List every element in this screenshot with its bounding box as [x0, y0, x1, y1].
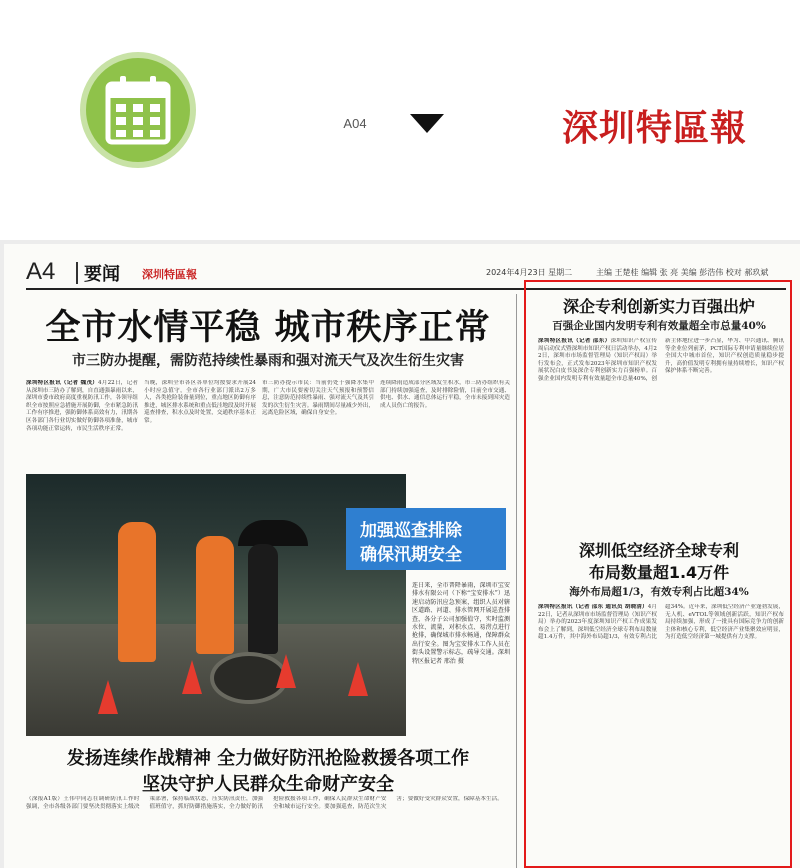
lead-column-1	[26, 380, 138, 466]
banner-line-1: 加强巡查排除	[360, 521, 462, 541]
calendar-icon	[104, 74, 172, 146]
photo-cone	[276, 654, 296, 688]
column-divider	[516, 294, 517, 868]
photo-worker	[196, 536, 234, 654]
second-subhead: 坚决守护人民群众生命财产安全	[142, 774, 394, 795]
right-story-2-headline-1[interactable]: 深圳低空经济全球专利	[578, 541, 739, 560]
photo-cone	[98, 680, 118, 714]
right-story-1-byline: 深圳特区报讯（记者 邵东）	[538, 338, 611, 344]
page-code: A4	[26, 258, 56, 285]
right-story-1-headline[interactable]: 深企专利创新实力百强出炉	[562, 297, 755, 316]
photo-person	[248, 544, 278, 654]
calendar-button[interactable]	[80, 52, 196, 168]
header-logo: 深圳特區報	[142, 268, 197, 281]
photo-banner	[346, 508, 506, 570]
right-story-2-subhead: 海外布局超1/3，有效专利占比超34%	[569, 586, 749, 598]
right-story-2-headline-2[interactable]: 布局数量超1.4万件	[588, 563, 730, 582]
right-story-2-body	[538, 604, 784, 862]
second-headline[interactable]: 发扬连续作战精神 全力做好防汛抢险救援各项工作	[66, 748, 470, 769]
lead-subhead: 市三防办提醒，需防范持续性暴雨和强对流天气及次生衍生灾害	[72, 353, 464, 369]
right-story-1-text: 深圳知识产权宣传周启动仪式暨深圳市知识产权日活动举办，4月22日，深圳市市场监督管理局（知识产权局）举行发布会，正式发布2023年深圳市知识产权发展状况白皮书及深企专利创新实力百强榜单。百强企业国内发明专利有效量超全市总量40%，创新主体地位进一步凸显，华为、中兴通讯、腾讯等企业位列前茅，PCT国际专利申请量继续位居全国大中城市首位，知识产权创造质量稳步提升，高价值发明专利拥有量持续增长，知识产权保护体系不断完善。	[538, 338, 784, 382]
header-divider	[76, 262, 78, 284]
photo-umbrella	[238, 520, 308, 546]
lead-col1-text: 4月22日，记者从深圳市三防办了解到，自直通强暴雨以来，深圳市委市政府高度重视防汛工作，各领导组织全市按照应急措施开展防御，全市紧急防汛工作有序推进，强防御体系高效有力，汛期各区各部门各行业切实做好防御各项准备，城市各项功能正常运转，市民生活秩序正常。	[26, 380, 138, 432]
right-story-2-byline: 深圳特区报讯（记者 邵东 通讯员 胡晓清）	[538, 604, 648, 610]
staff-credits: 主编 王楚桂 编辑 张 亮 美编 彭浩伟 校对 郝玖斌	[596, 268, 769, 277]
photo-cone	[348, 662, 368, 696]
photo-caption: 连日来，全市普降暴雨，深圳市宝安排水有限公司（下称“宝安排水”）迅速启动防汛应急预案，组织人员对辖区道路、河道、排水管网开展巡查排查，各分子公司加强值守，实时监测水位、流量，对积水点、易涝点进行抢排，确保城市排水畅通，保障群众出行安全。图为宝安排水工作人员在街头设置警示标志，疏导交通。深圳特区报记者 邢治 摄	[412, 582, 510, 665]
lead-column-3: 市三防办提示市民：当前仍处于强降水集中期，广大市民要密切关注天气预报和预警信息，注意防范持续性暴雨、强对流天气及其引发的次生衍生灾害。暴雨期间尽量减少外出，远离危险区域，确保自身安全。	[262, 380, 374, 417]
banner-line-2: 确保汛期安全	[360, 545, 462, 565]
right-story-1-subhead: 百强企业国内发明专利有效量超全市总量40%	[552, 320, 766, 332]
second-story-body: （深报A1版）王伟中同志在调研防汛工作时强调，全市各级各部门要坚决贯彻落实上级决策部署，保持临战状态，压实防汛责任，加强值班值守，抓好防御措施落实，全力做好防汛抢险救援各项工作，确保人民群众生命财产安全和城市运行安全。要加强巡查，防范次生灾害；要做好受灾群众安置，保障基本生活。	[26, 796, 503, 810]
photo-worker	[118, 522, 156, 662]
right-story-2-text: 4月22日，记者从深圳市市场监督管理局（知识产权局）举办的2023年度深圳知识产权工作成果发布会上了解到，深圳低空经济全球专利布局数量超1.4万件，其中海外布局超1/3，有效专利占比超34%。近年来，深圳低空经济产业蓬勃发展，无人机、eVTOL等领域创新活跃，知识产权布局持续加强，形成了一批具有国际竞争力的创新主体和核心专利，低空经济产业集聚效应明显，为打造低空经济第一城提供有力支撑。	[538, 604, 784, 641]
lead-column-4: 连续降雨造成部分区域发生积水，市三防办组织有关部门持续加强巡查，及时排除险情，目前全市交通、供电、供水、通信总体运行平稳，全市未接到因灾造成人员伤亡的报告。	[380, 380, 510, 409]
photo-cone	[182, 660, 202, 694]
publication-date: 2024年4月23日 星期二	[486, 268, 573, 277]
chevron-down-icon[interactable]	[410, 114, 444, 133]
page-selector-label[interactable]: A04	[343, 116, 367, 131]
lead-headline[interactable]: 全市水情平稳 城市秩序正常	[45, 308, 491, 348]
right-story-1-body	[538, 338, 784, 530]
section-name: 要闻	[84, 264, 120, 285]
lead-byline: 深圳特区报讯（记者 魏茂）	[26, 380, 98, 386]
lead-column-2: 当晚，深圳全市各区各单位均按要求开展24小时应急值守，全市各行业部门派出2万多人，各类抢险装备量到位，重点地区防御有序推进，城区排水系统和重点低洼地段及时开展巡查排查，积水点及时处置，交通秩序基本正常。	[144, 380, 256, 424]
newspaper-page	[4, 244, 800, 868]
masthead-logo: 深圳特區報	[562, 107, 748, 149]
top-toolbar	[0, 0, 800, 240]
